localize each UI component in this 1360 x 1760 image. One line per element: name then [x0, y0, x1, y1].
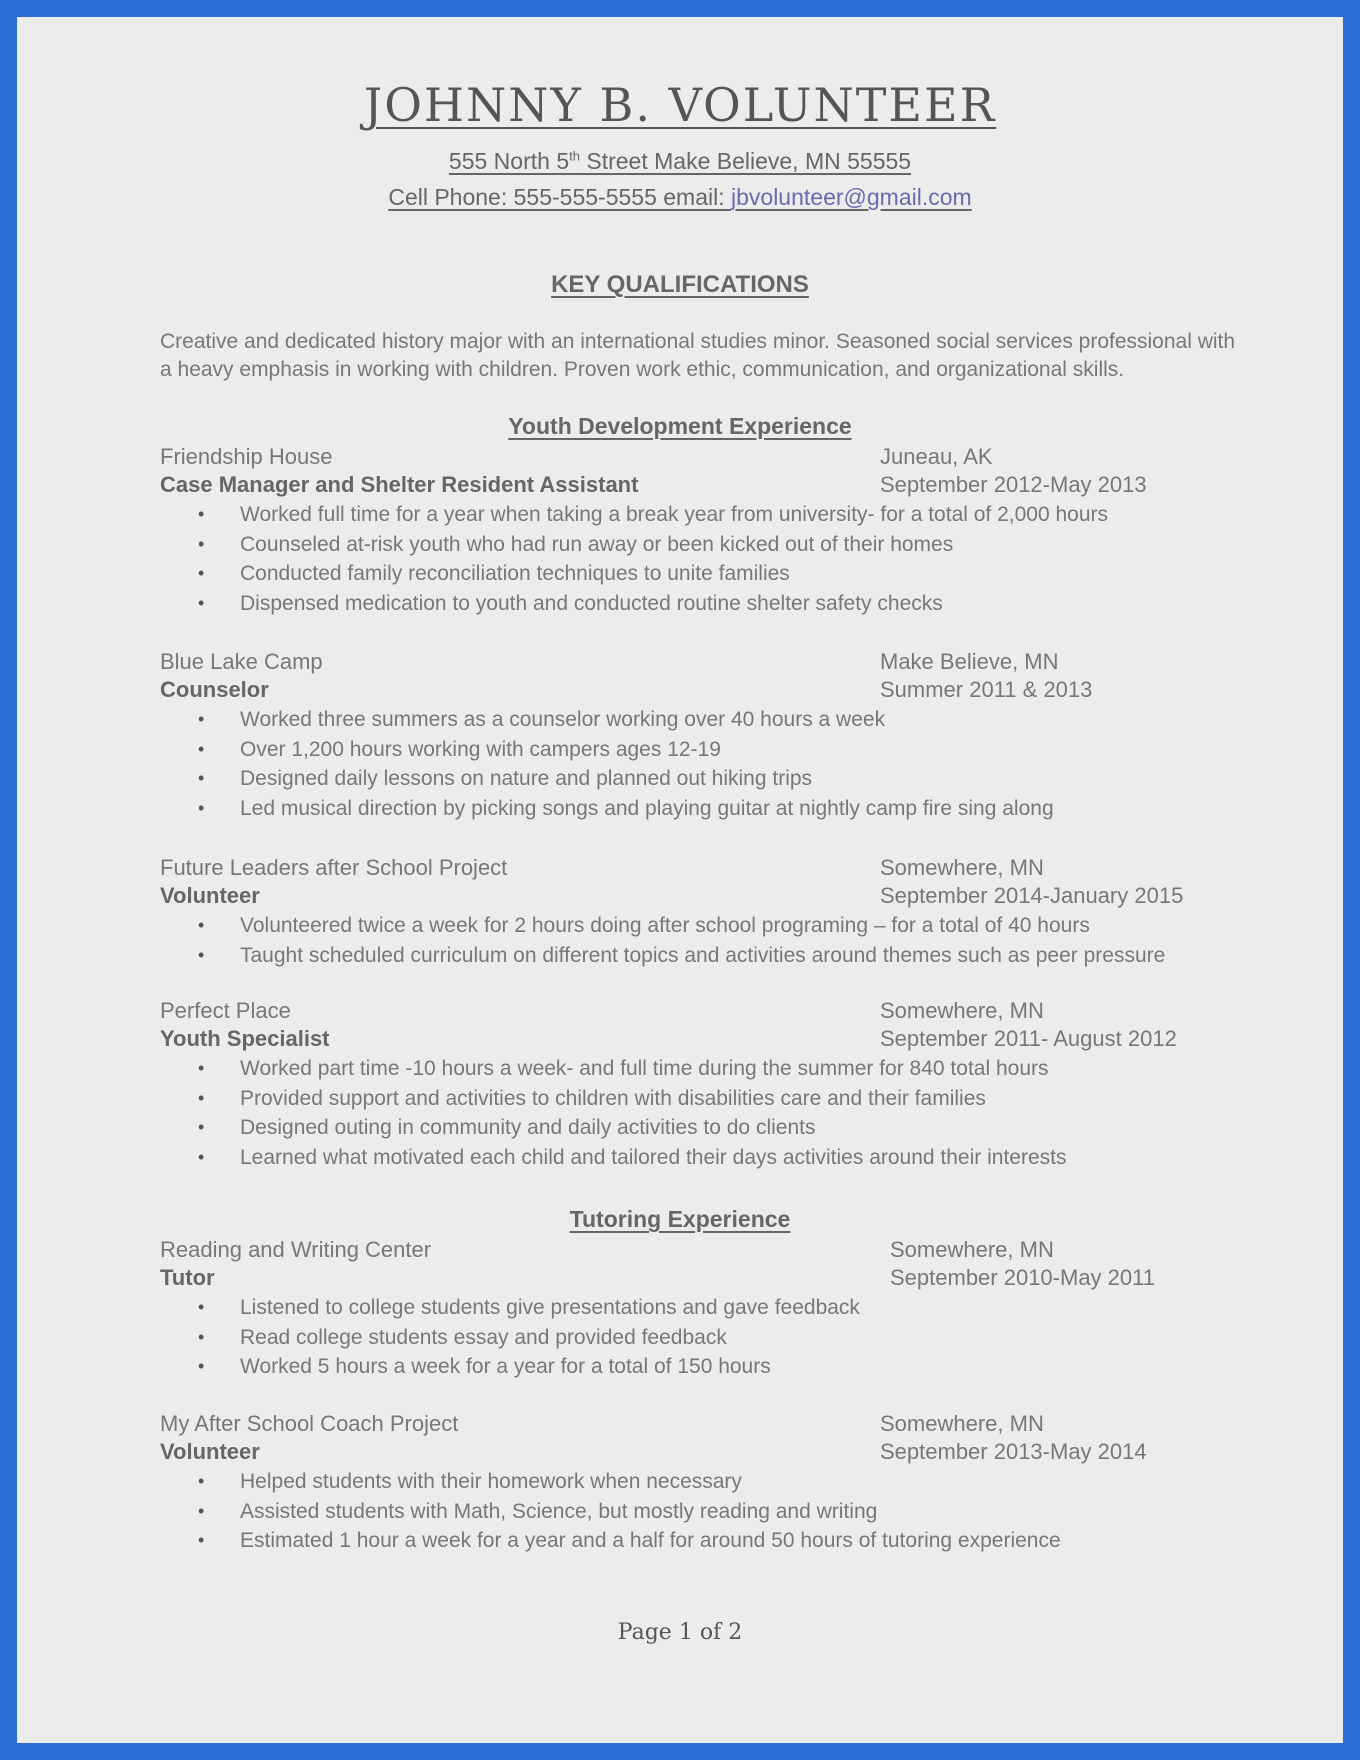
job-bullets — [180, 500, 1108, 618]
job-bullets — [180, 1467, 1061, 1556]
job-location: Make Believe, MN — [880, 649, 1059, 674]
job-org: Reading and Writing Center — [160, 1237, 432, 1262]
page-number: Page 1 of 2 — [617, 1620, 743, 1645]
bullet-item: • Listened to college students give presentations and gave feedback — [180, 1293, 860, 1323]
job-role: Youth Specialist — [160, 1026, 330, 1051]
job-role: Volunteer — [160, 1439, 260, 1464]
job-location: Somewhere, MN — [880, 998, 1044, 1023]
bullet-item: • Worked 5 hours a week for a year for a total of 150 hours — [180, 1352, 860, 1382]
job-role: Case Manager and Shelter Resident Assistant — [160, 472, 639, 497]
bullet-item: • Dispensed medication to youth and conducted routine shelter safety checks — [180, 589, 1108, 619]
job-org: My After School Coach Project — [160, 1411, 459, 1436]
bullet-item: • Taught scheduled curriculum on different topics and activities around themes such as peer pressure — [180, 941, 1165, 971]
job-location: Somewhere, MN — [880, 855, 1044, 880]
job-role: Counselor — [160, 677, 269, 702]
job-bullets — [180, 1054, 1066, 1172]
bullet-item: • Helped students with their homework when necessary — [180, 1467, 1061, 1497]
job-bullets — [180, 911, 1165, 970]
bullet-item: • Led musical direction by picking songs and playing guitar at nightly camp fire sing along — [180, 794, 1054, 824]
bullet-item: • Designed outing in community and daily activities to do clients — [180, 1113, 1066, 1143]
job-org: Blue Lake Camp — [160, 649, 323, 674]
contact-line — [0, 184, 1360, 211]
bullet-item: • Counseled at-risk youth who had run away or been kicked out of their homes — [180, 530, 1108, 560]
job-bullets — [180, 1293, 860, 1382]
job-location: Somewhere, MN — [890, 1237, 1054, 1262]
address-line: 555 North 5th Street Make Believe, MN 55555 — [448, 148, 912, 174]
job-location: Juneau, AK — [880, 444, 993, 469]
job-org: Friendship House — [160, 444, 333, 469]
job-org: Perfect Place — [160, 998, 291, 1023]
job-bullets — [180, 705, 1054, 823]
bullet-item: • Assisted students with Math, Science, but mostly reading and writing — [180, 1497, 1061, 1527]
qualifications-heading: KEY QUALIFICATIONS — [551, 271, 809, 298]
resume-name: JOHNNY B. VOLUNTEER — [363, 78, 997, 132]
job-location: Somewhere, MN — [880, 1411, 1044, 1436]
job-dates: September 2012-May 2013 — [880, 472, 1147, 497]
bullet-item: • Read college students essay and provided feedback — [180, 1323, 860, 1353]
bullet-item: • Worked part time -10 hours a week- and full time during the summer for 840 total hours — [180, 1054, 1066, 1084]
job-role: Tutor — [160, 1265, 215, 1290]
email-link[interactable]: jbvolunteer@gmail.com — [731, 184, 972, 210]
bullet-item: • Worked three summers as a counselor working over 40 hours a week — [180, 705, 1054, 735]
bullet-item: • Worked full time for a year when taking a break year from university- for a total of 2,000 hours — [180, 500, 1108, 530]
bullet-item: • Learned what motivated each child and tailored their days activities around their interests — [180, 1143, 1066, 1173]
job-role: Volunteer — [160, 883, 260, 908]
qualifications-line-2: a heavy emphasis in working with children. Proven work ethic, communication, and organizational skills. — [160, 358, 1125, 381]
bullet-item: • Estimated 1 hour a week for a year and a half for around 50 hours of tutoring experience — [180, 1526, 1061, 1556]
bullet-item: • Provided support and activities to children with disabilities care and their families — [180, 1084, 1066, 1114]
phone-text: Cell Phone: 555-555-5555 email: — [388, 184, 731, 210]
bullet-item: • Volunteered twice a week for 2 hours doing after school programing – for a total of 40 hours — [180, 911, 1165, 941]
job-dates: September 2011- August 2012 — [880, 1026, 1177, 1051]
bullet-item: • Conducted family reconciliation techniques to unite families — [180, 559, 1108, 589]
bullet-item: • Designed daily lessons on nature and planned out hiking trips — [180, 764, 1054, 794]
job-org: Future Leaders after School Project — [160, 855, 508, 880]
bullet-item: • Over 1,200 hours working with campers ages 12-19 — [180, 735, 1054, 765]
qualifications-line-1: Creative and dedicated history major with an international studies minor. Seasoned social services professional with — [160, 330, 1236, 353]
job-dates: September 2013-May 2014 — [880, 1439, 1147, 1464]
tutoring-experience-heading: Tutoring Experience — [569, 1206, 791, 1232]
youth-experience-heading: Youth Development Experience — [508, 413, 852, 439]
job-dates: September 2010-May 2011 — [890, 1265, 1155, 1290]
job-dates: September 2014-January 2015 — [880, 883, 1184, 908]
job-dates: Summer 2011 & 2013 — [880, 677, 1093, 702]
